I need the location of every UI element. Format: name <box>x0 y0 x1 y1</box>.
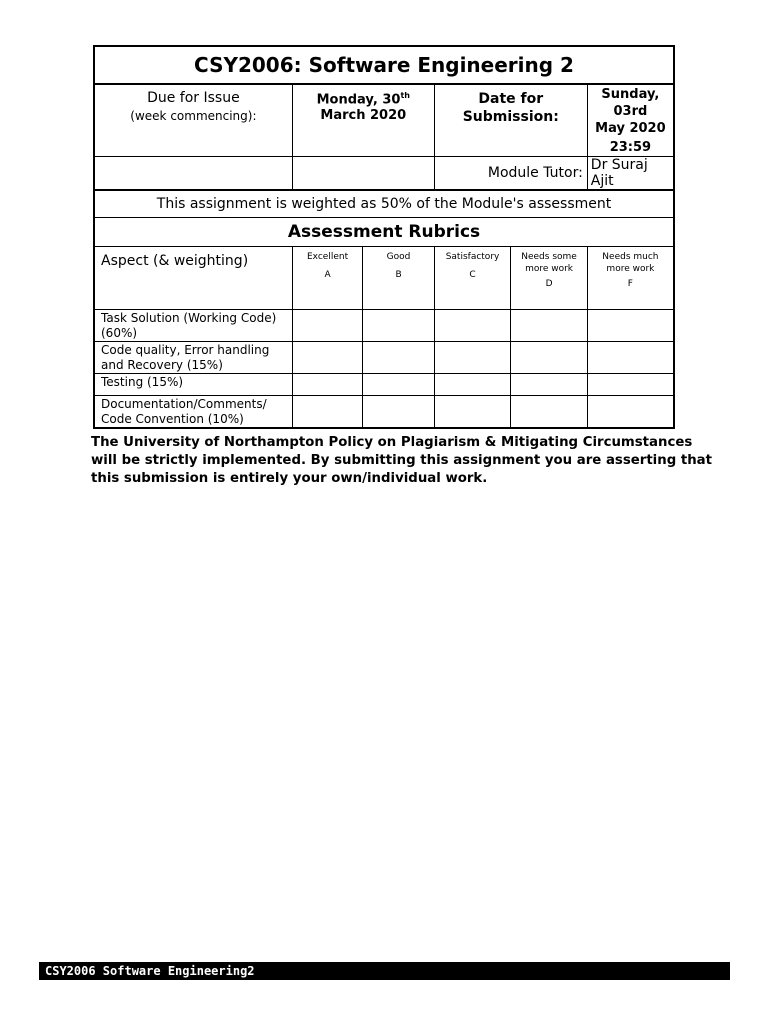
grade-cell <box>511 374 588 396</box>
grade-cell <box>587 342 674 374</box>
grade-name: Needs some more work <box>521 252 577 274</box>
grade-name: Excellent <box>307 252 349 262</box>
grade-letter: C <box>469 270 476 280</box>
aspect-header: Aspect (& weighting) <box>94 247 292 310</box>
submission-month: May 2020 <box>595 121 666 136</box>
due-date-day: Monday, 30 <box>316 92 401 108</box>
grade-cell <box>363 374 434 396</box>
grade-letter: B <box>395 270 402 280</box>
grade-cell <box>292 342 362 374</box>
due-label-main: Due for Issue <box>147 90 240 106</box>
grade-letter: D <box>545 279 553 289</box>
grade-header-d <box>511 247 588 310</box>
grade-cell <box>292 310 362 342</box>
grade-cell <box>587 310 674 342</box>
aspect-cell: Code quality, Error handling and Recovery (15%) <box>94 342 292 374</box>
grade-cell <box>434 342 511 374</box>
grade-cell <box>587 396 674 429</box>
grade-cell <box>511 310 588 342</box>
weighting-note: This assignment is weighted as 50% of the Module's assessment <box>94 190 674 218</box>
grade-name: Good <box>386 252 411 262</box>
aspect-cell: Documentation/Comments/ Code Convention (10%) <box>94 396 292 429</box>
grade-cell <box>434 396 511 429</box>
submission-date <box>587 84 674 157</box>
empty-cell <box>94 157 292 191</box>
grade-cell <box>511 396 588 429</box>
grade-cell <box>511 342 588 374</box>
grade-cell <box>434 310 511 342</box>
grade-header-b <box>363 247 434 310</box>
rubric-row <box>94 374 674 396</box>
due-date <box>292 84 434 157</box>
grade-cell <box>363 310 434 342</box>
due-date-suffix: th <box>400 91 410 100</box>
grade-cell <box>363 396 434 429</box>
rubric-title: Assessment Rubrics <box>94 218 674 247</box>
grade-cell <box>292 374 362 396</box>
aspect-cell: Task Solution (Working Code) (60%) <box>94 310 292 342</box>
due-for-issue-label <box>94 84 292 157</box>
rubric-row <box>94 396 674 429</box>
module-tutor-label: Module Tutor: <box>434 157 587 191</box>
submission-day: Sunday, 03rd <box>601 87 660 119</box>
assignment-cover-table <box>93 45 675 429</box>
grade-name: Satisfactory <box>445 252 500 262</box>
grade-letter: A <box>324 270 331 280</box>
grade-name: Needs much more work <box>602 252 659 274</box>
submission-label <box>434 84 587 157</box>
grade-header-c <box>434 247 511 310</box>
module-title: CSY2006: Software Engineering 2 <box>94 46 674 84</box>
grade-cell <box>434 374 511 396</box>
grade-cell <box>363 342 434 374</box>
page-footer: CSY2006 Software Engineering2 <box>39 962 730 980</box>
plagiarism-policy-text: The University of Northampton Policy on Plagiarism & Mitigating Circumstances will be strictly implemented. By submitting this assignment you are asserting that this submission is entirely your own/individual work. <box>91 435 713 486</box>
rubric-row <box>94 310 674 342</box>
aspect-cell: Testing (15%) <box>94 374 292 396</box>
grade-letter: F <box>627 279 633 289</box>
due-date-month: March 2020 <box>320 108 407 124</box>
submission-label-text: Date for Submission: <box>462 91 559 125</box>
module-tutor-name: Dr Suraj Ajit <box>587 157 674 191</box>
due-label-sub: (week commencing): <box>130 109 257 123</box>
grade-header-f <box>587 247 674 310</box>
submission-time: 23:59 <box>609 140 652 155</box>
grade-cell <box>587 374 674 396</box>
grade-header-a <box>292 247 362 310</box>
rubric-row <box>94 342 674 374</box>
grade-cell <box>292 396 362 429</box>
empty-cell <box>292 157 434 191</box>
